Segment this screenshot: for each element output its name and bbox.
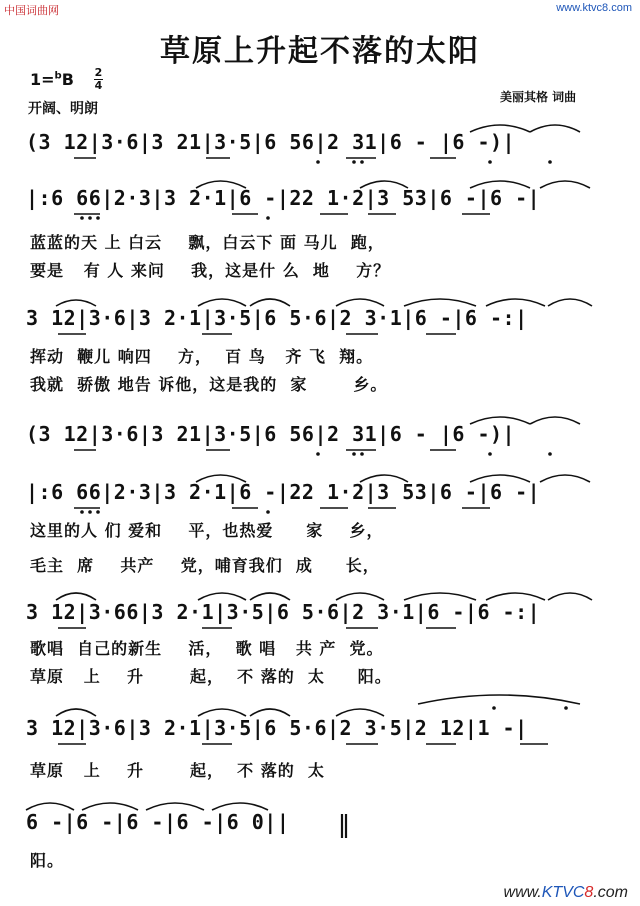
lyric-line-5a: 这里的人 们 爱和 平，也热爱 家 乡， [30, 521, 384, 540]
logo-ktvc: KTVC [541, 884, 585, 901]
site-name: 中国词曲网 [4, 4, 59, 17]
slur-mark [470, 417, 580, 424]
slur-mark [196, 475, 590, 482]
logo-prefix: www. [503, 884, 542, 901]
notation-line-2: |:6 66|2·3|3 2·1|6 -|22 1·2|3 53|6 -|6 -| [26, 186, 541, 210]
time-denominator: 4 [94, 79, 103, 92]
slur-mark [56, 299, 592, 306]
lyric-line-2a: 蓝蓝的天 上 白云 飘，白云下 面 马儿 跑， [30, 233, 385, 252]
logo-eight: 8 [584, 884, 594, 901]
notation-line-4: (3 12|3·6|3 21|3·5|6 56|2 31|6 - |6 -)| [26, 422, 516, 446]
lyric-line-5b: 毛主 席 共产 党，哺育我们 成 长， [30, 556, 380, 575]
notation-line-7: 3 12|3·6|3 2·1|3·5|6 5·6|2 3·5|2 12|1 -| [26, 716, 528, 740]
notation-line-8: 6 -|6 -|6 -|6 -|6 0|| [26, 810, 290, 834]
slur-mark [56, 695, 580, 716]
final-barline [342, 814, 346, 838]
lyric-line-3a: 挥动 鞭儿 响四 方， 百 鸟 齐 飞 翔。 [30, 347, 374, 366]
lyric-line-6a: 歌唱 自己的新生 活， 歌 唱 共 产 党。 [30, 639, 384, 658]
notation-line-6: 3 12|3·66|3 2·1|3·5|6 5·6|2 3·1|6 -|6 -:| [26, 600, 541, 624]
bottom-site-logo[interactable] [504, 884, 628, 902]
logo-suffix: .com [593, 884, 628, 901]
lyric-line-6b: 草原 上 升 起， 不 落的 太 阳。 [30, 667, 392, 686]
slur-mark [26, 803, 268, 810]
slur-mark [56, 593, 592, 600]
slur-mark [470, 125, 580, 132]
lyric-line-8a: 阳。 [30, 851, 65, 870]
lyric-line-2b: 要是 有 人 来问 我，这是什 么 地 方？ [30, 261, 391, 280]
tempo-marking: 开阔、明朗 [28, 101, 98, 117]
song-title: 草原上升起不落的太阳 [160, 34, 480, 69]
key-flat: b [54, 70, 62, 82]
time-numerator: 2 [94, 66, 103, 79]
notation-line-1: (3 12|3·6|3 21|3·5|6 56|2 31|6 - |6 -)| [26, 130, 516, 154]
lyric-line-7a: 草原 上 升 起， 不 落的 太 [30, 761, 325, 780]
key-letter: B [61, 70, 74, 89]
lyric-line-3b: 我就 骄傲 地告 诉他，这是我的 家 乡。 [30, 375, 388, 394]
notation-line-3: 3 12|3·6|3 2·1|3·5|6 5·6|2 3·1|6 -|6 -:| [26, 306, 528, 330]
composer-credit: 美丽其格 词曲 [500, 90, 577, 104]
notation-line-5: |:6 66|2·3|3 2·1|6 -|22 1·2|3 53|6 -|6 -| [26, 480, 541, 504]
key-prefix: 1= [30, 70, 55, 89]
site-url[interactable]: www.ktvc8.com [556, 2, 632, 14]
slur-mark [196, 181, 590, 188]
